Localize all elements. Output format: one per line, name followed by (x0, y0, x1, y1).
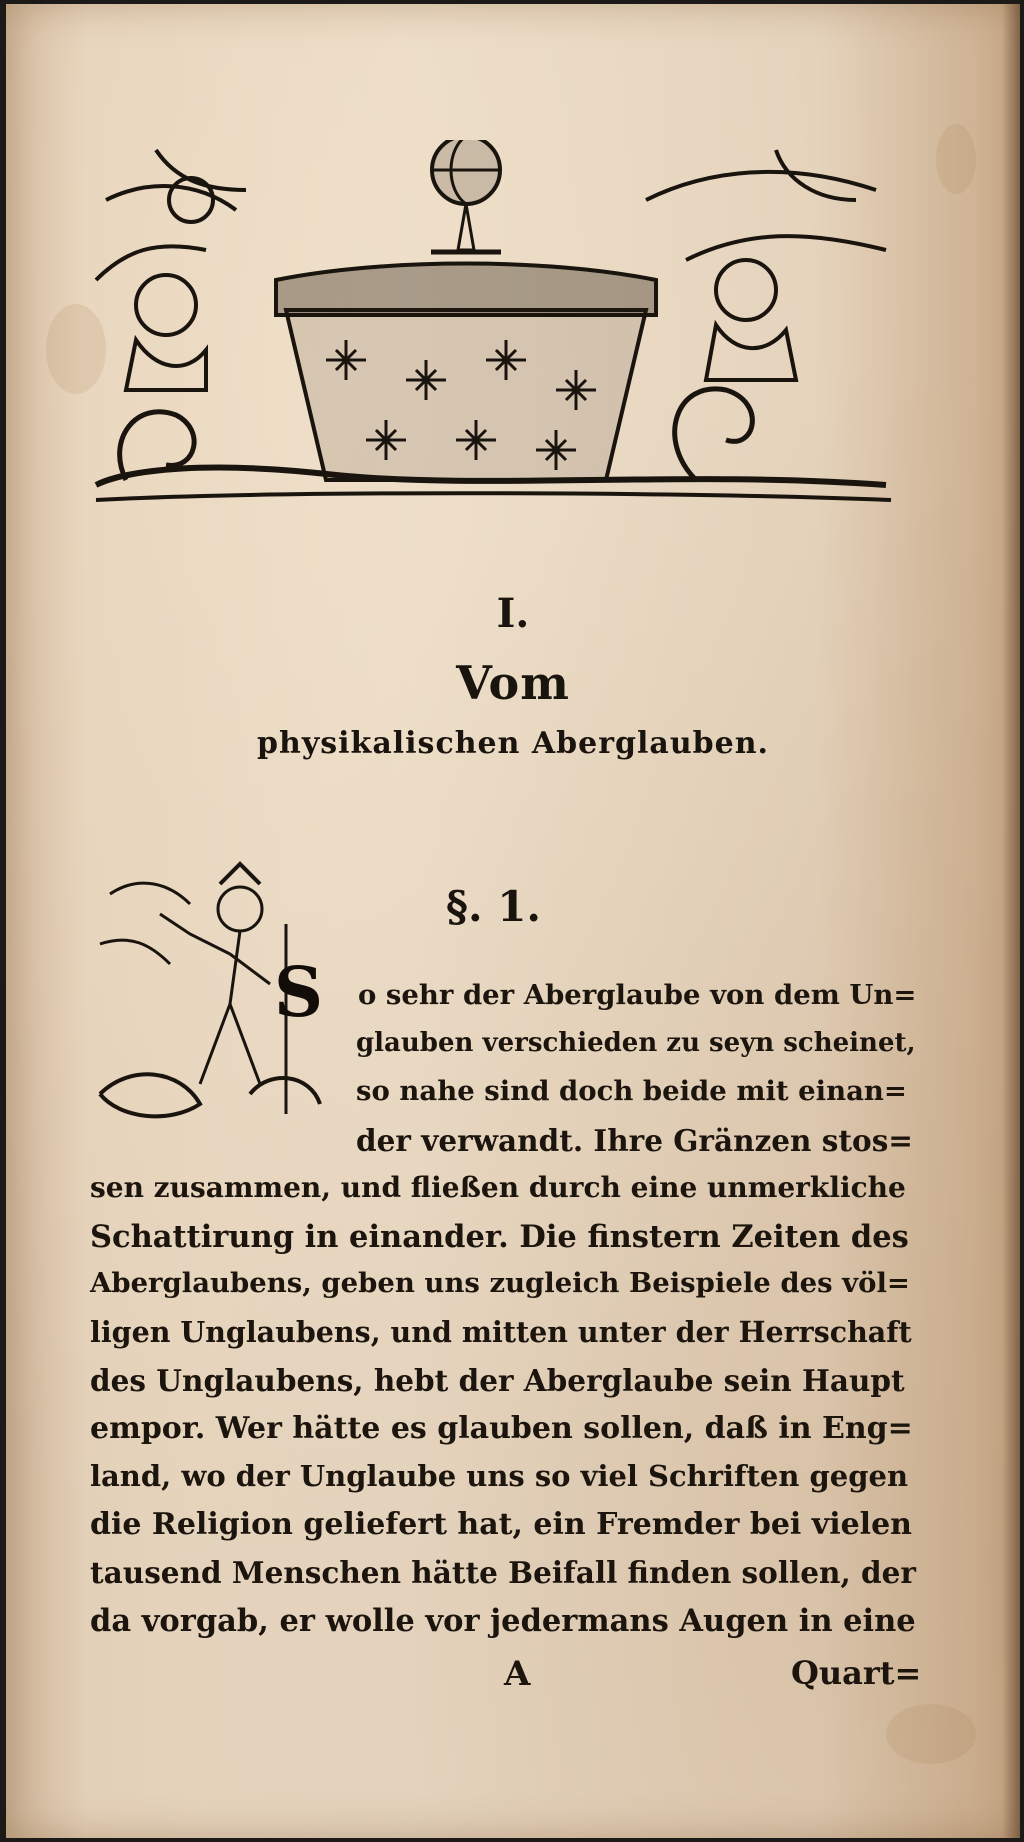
body-text-line: o sehr der Aberglaube von dem Un= (358, 979, 917, 1011)
catchword: Quart= (791, 1654, 922, 1692)
body-text-line: der verwandt. Ihre Gränzen stos= (356, 1123, 914, 1158)
body-text-line: ligen Unglaubens, und mitten unter der Herrschaft (90, 1315, 912, 1349)
body-text-line: tausend Menschen hätte Beifall finden sollen, der (90, 1555, 916, 1590)
body-text-line: die Religion geliefert hat, ein Fremder bei vielen (90, 1507, 912, 1542)
body-text-line: Schattirung in einander. Die finstern Zeiten des (90, 1219, 909, 1255)
body-text-line: des Unglaubens, hebt der Aberglaube sein Haupt (90, 1363, 905, 1398)
paragraph-mark: §. 1. (446, 882, 542, 931)
chapter-title-line-1: Vom (456, 656, 570, 710)
signature-mark: A (504, 1654, 531, 1694)
body-text-line: da vorgab, er wolle vor jedermans Augen in eine (90, 1603, 916, 1639)
paper-stain (886, 1704, 976, 1764)
drop-cap-letter: S (274, 953, 324, 1033)
ornamental-headpiece-vignette (86, 140, 898, 510)
chapter-title-line-2: physikalischen Aberglauben. (257, 726, 769, 761)
book-page (6, 4, 1020, 1838)
body-text-line: land, wo der Unglaube uns so viel Schriften gegen (90, 1459, 909, 1493)
page-edge-shadow (1002, 4, 1020, 1838)
body-text-line: so nahe sind doch beide mit einan= (356, 1075, 907, 1107)
body-text-line: glauben verschieden zu seyn scheinet, (356, 1028, 916, 1058)
section-number: I. (496, 590, 530, 637)
body-text-line: empor. Wer hätte es glauben sollen, daß in Eng= (90, 1411, 913, 1446)
body-text-line: Aberglaubens, geben uns zugleich Beispiele des völ= (90, 1267, 910, 1299)
paper-stain (936, 124, 976, 194)
body-text-line: sen zusammen, und fließen durch eine unmerkliche (90, 1171, 906, 1204)
